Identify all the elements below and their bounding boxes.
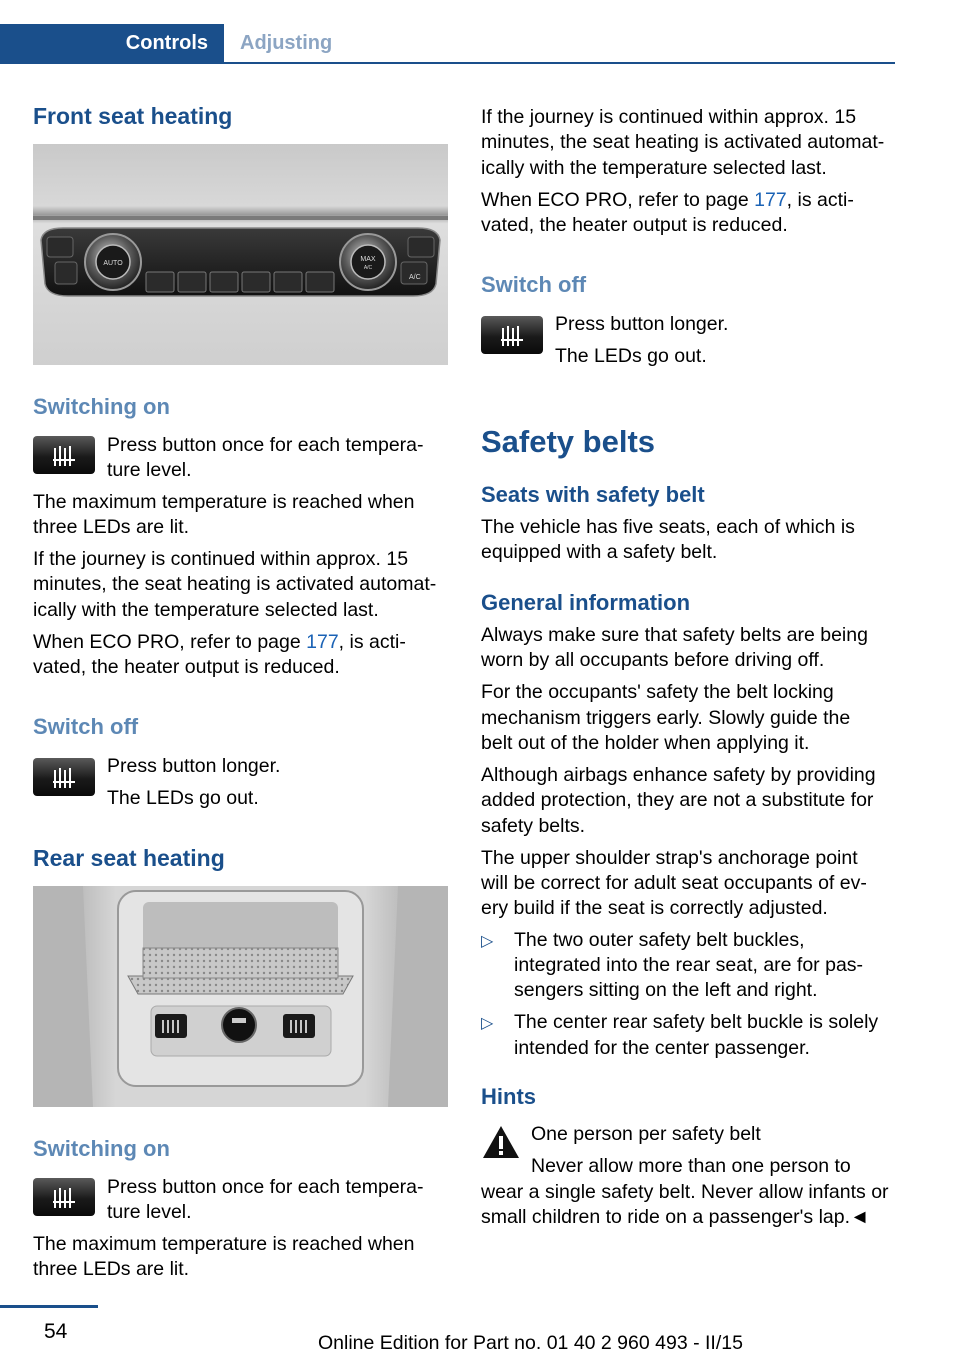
bullet1-text-c: sengers sitting on the left and right. [514, 979, 818, 1001]
max-temp-text-2b: three LEDs are lit. [33, 1258, 190, 1280]
switch-off-heading-1: Switch off [33, 714, 139, 739]
eco-text-a: When ECO PRO, refer to page 177, is acti- [33, 631, 406, 653]
warning-triangle-icon [481, 1124, 521, 1160]
safety-belts-heading: Safety belts [481, 424, 656, 459]
journey-text-a: If the journey is continued within approx. 15 [33, 548, 409, 570]
max-temp-text-2a: The maximum temperature is reached when [33, 1233, 415, 1255]
page-number: 54 [44, 1320, 68, 1343]
switching-on-heading-1: Switching on [33, 394, 170, 419]
seat-heating-icon [33, 758, 95, 796]
seats-with-belt-heading: Seats with safety belt [481, 482, 705, 507]
ac-label: A/C [409, 274, 421, 281]
bullet2-text-b: intended for the center passenger. [514, 1037, 810, 1059]
hint-text-b: wear a single safety belt. Never allow infants or [481, 1181, 889, 1203]
switch-off-heading-2: Switch off [481, 272, 587, 297]
gen2-text-c: belt out of the holder when applying it. [481, 732, 810, 754]
front-climate-panel-image [33, 144, 448, 365]
gen3-text-b: added protection, they are not a substitute for [481, 789, 874, 811]
journey-text-a: If the journey is continued within approx. 15 [481, 106, 857, 128]
general-info-heading: General information [481, 590, 691, 615]
edition-text: Online Edition for Part no. 01 40 2 960 493 - II/15 [318, 1332, 743, 1354]
gen1-text-b: worn by all occupants before driving off. [481, 649, 825, 671]
rear-seat-heating-heading: Rear seat heating [33, 845, 225, 871]
gen2-text-b: mechanism triggers early. Slowly guide the [481, 707, 851, 729]
press-once-text-1a: Press button once for each tempera- [107, 434, 424, 456]
page-link-177[interactable]: 177 [306, 631, 339, 653]
leds-out-text-2: The LEDs go out. [555, 345, 707, 367]
bullet1-text-b: integrated into the rear seat, are for pas- [514, 954, 864, 976]
journey-text-b: minutes, the seat heating is activated automat- [481, 131, 885, 153]
max-ac-label: A/C [363, 265, 373, 271]
tab-controls[interactable]: Controls [0, 24, 224, 62]
seat-heating-icon [481, 316, 543, 354]
footer-rule [0, 1305, 98, 1308]
switching-on-heading-2: Switching on [33, 1136, 170, 1161]
bullet-marker: ▷ [481, 933, 494, 950]
gen4-text-b: will be correct for adult seat occupants of ev- [481, 872, 867, 894]
gen1-text-a: Always make sure that safety belts are being [481, 624, 868, 646]
leds-out-text-1: The LEDs go out. [107, 787, 259, 809]
bullet2-text-a: The center rear safety belt buckle is solely [514, 1011, 879, 1033]
page-link-177[interactable]: 177 [754, 189, 787, 211]
press-longer-text-1: Press button longer. [107, 755, 281, 777]
seats-text-b: equipped with a safety belt. [481, 541, 718, 563]
max-temp-text-1b: three LEDs are lit. [33, 516, 190, 538]
bullet1-text-a: The two outer safety belt buckles, [514, 929, 805, 951]
press-once-text-1b: ture level. [107, 459, 192, 481]
gen3-text-c: safety belts. [481, 815, 586, 837]
gen4-text-c: ery build if the seat is correctly adjusted. [481, 897, 828, 919]
eco-text-b: vated, the heater output is reduced. [33, 656, 340, 678]
gen3-text-a: Although airbags enhance safety by providing [481, 764, 876, 786]
journey-text-c: ically with the temperature selected last. [481, 157, 827, 179]
rear-console-image [33, 886, 448, 1107]
gen2-text-a: For the occupants' safety the belt locking [481, 681, 834, 703]
hint-title: One person per safety belt [531, 1123, 761, 1145]
press-once-text-2b: ture level. [107, 1201, 192, 1223]
journey-text-c: ically with the temperature selected last. [33, 599, 379, 621]
tab-bar [0, 24, 895, 64]
eco-text-a: When ECO PRO, refer to page 177, is acti- [481, 189, 854, 211]
press-longer-text-2: Press button longer. [555, 313, 729, 335]
max-temp-text-1a: The maximum temperature is reached when [33, 491, 415, 513]
auto-label: AUTO [103, 260, 123, 267]
bullet-marker: ▷ [481, 1015, 494, 1032]
seats-text-a: The vehicle has five seats, each of which is [481, 516, 855, 538]
eco-text-b: vated, the heater output is reduced. [481, 214, 788, 236]
gen4-text-a: The upper shoulder strap's anchorage point [481, 847, 858, 869]
seat-heating-icon [33, 436, 95, 474]
tab-adjusting[interactable]: Adjusting [240, 32, 333, 54]
hint-text-a: Never allow more than one person to [531, 1155, 851, 1177]
hints-heading: Hints [481, 1084, 536, 1109]
press-once-text-2a: Press button once for each tempera- [107, 1176, 424, 1198]
journey-text-b: minutes, the seat heating is activated automat- [33, 573, 437, 595]
max-label: MAX [360, 256, 376, 263]
hint-text-c: small children to ride on a passenger's lap.◄ [481, 1206, 870, 1228]
seat-heating-icon [33, 1178, 95, 1216]
front-seat-heating-heading: Front seat heating [33, 103, 233, 129]
